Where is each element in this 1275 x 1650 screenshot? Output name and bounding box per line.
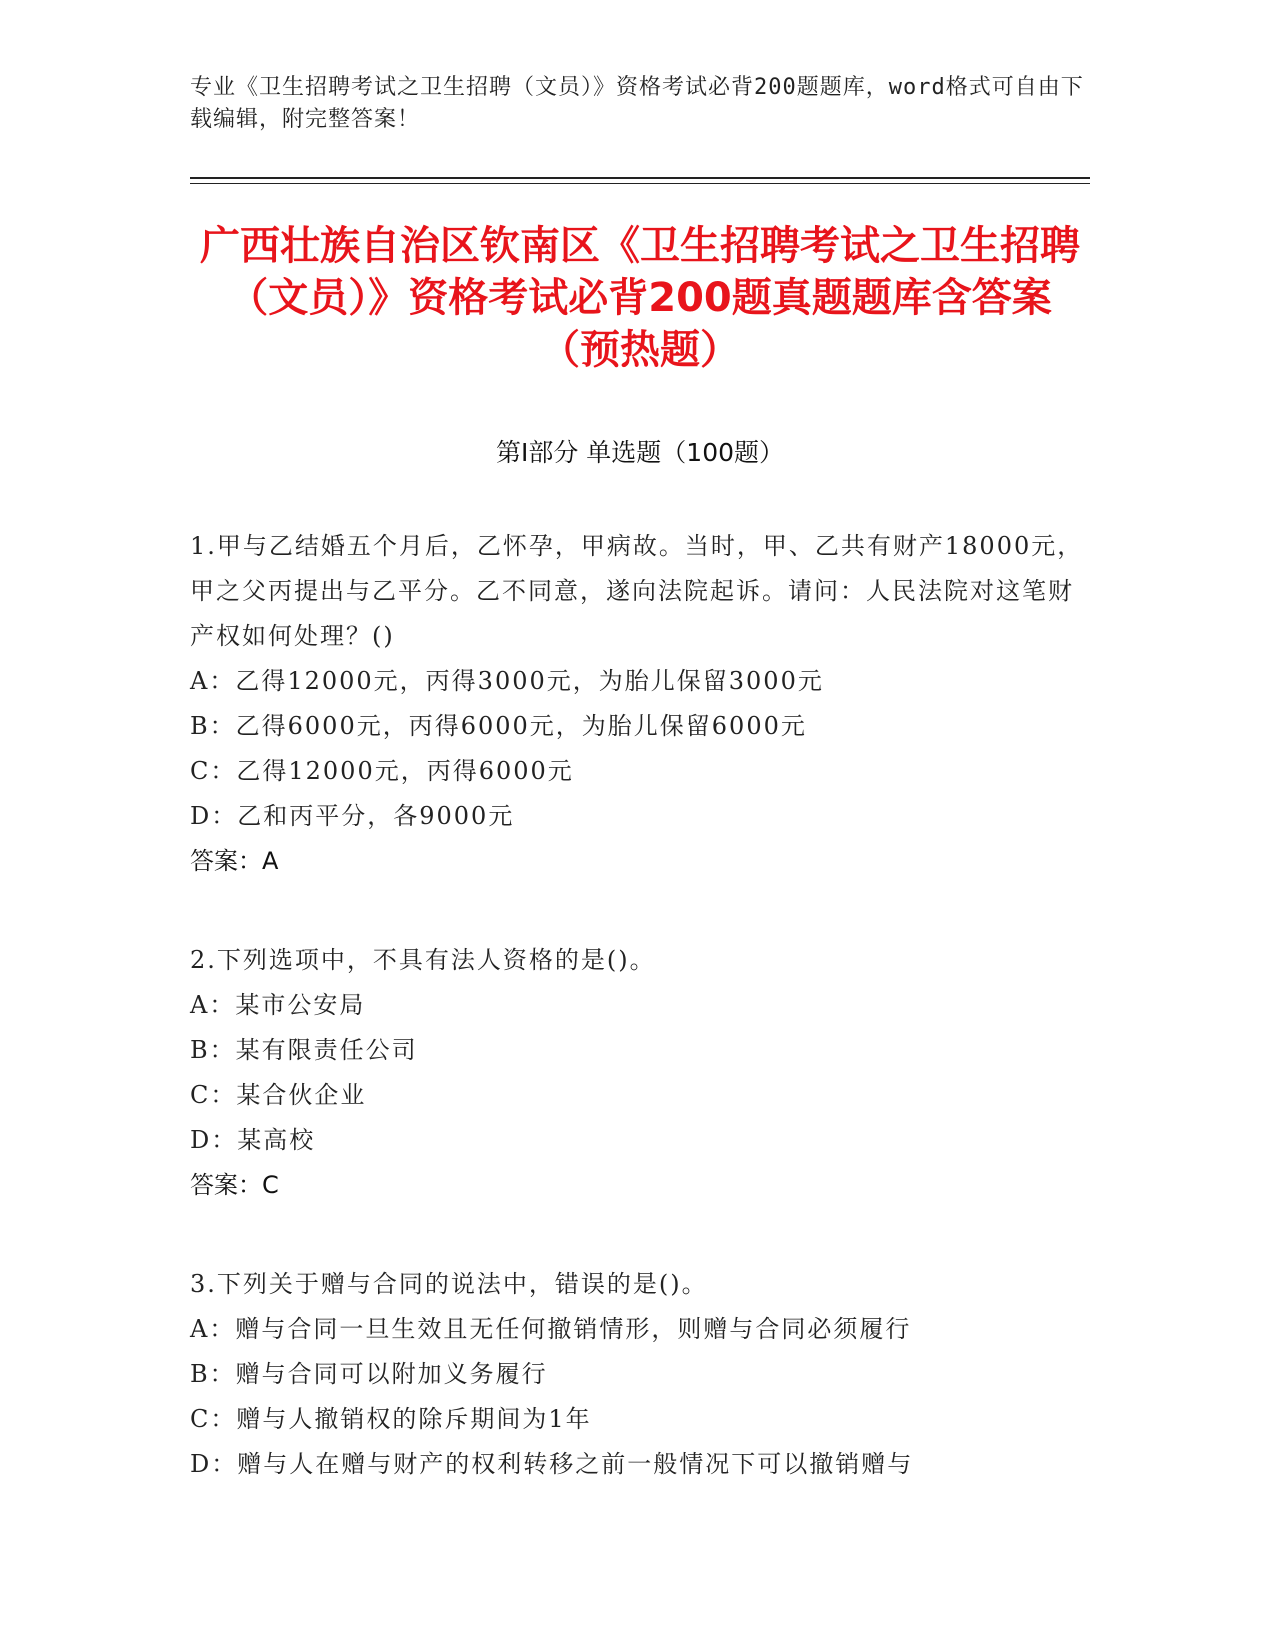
question-1 xyxy=(190,524,1090,884)
question-2 xyxy=(190,938,1090,1208)
answer: 答案：A xyxy=(190,847,279,875)
option-c: C：乙得12000元，丙得6000元 xyxy=(190,757,574,785)
option-a: A：某市公安局 xyxy=(190,991,366,1019)
option-d: D：某高校 xyxy=(190,1126,316,1154)
option-b: B：赠与合同可以附加义务履行 xyxy=(190,1360,548,1388)
option-c: C：赠与人撤销权的除斥期间为1年 xyxy=(190,1405,592,1433)
option-b: B：某有限责任公司 xyxy=(190,1036,418,1064)
option-d: D：赠与人在赠与财产的权利转移之前一般情况下可以撤销赠与 xyxy=(190,1450,914,1478)
question-stem: 1.甲与乙结婚五个月后，乙怀孕，甲病故。当时，甲、乙共有财产18000元，甲之父丙提出与乙平分。乙不同意，遂向法院起诉。请问：人民法院对这笔财产权如何处理？() xyxy=(190,532,1084,650)
question-stem: 2.下列选项中，不具有法人资格的是()。 xyxy=(190,946,656,974)
option-b: B：乙得6000元，丙得6000元，为胎儿保留6000元 xyxy=(190,712,807,740)
option-a: A：乙得12000元，丙得3000元，为胎儿保留3000元 xyxy=(190,667,824,695)
header-rule-thick xyxy=(190,177,1090,179)
answer: 答案：C xyxy=(190,1171,279,1199)
option-a: A：赠与合同一旦生效且无任何撤销情形，则赠与合同必须履行 xyxy=(190,1315,912,1343)
section-title: 第Ⅰ部分 单选题（100题） xyxy=(495,438,785,467)
header-note: 专业《卫生招聘考试之卫生招聘（文员）》资格考试必背200题题库，word格式可自由下载编辑，附完整答案！ xyxy=(190,75,1084,132)
option-d: D：乙和丙平分，各9000元 xyxy=(190,802,515,830)
option-c: C：某合伙企业 xyxy=(190,1081,367,1109)
header-rule-thin xyxy=(190,183,1090,184)
question-3 xyxy=(190,1262,1090,1487)
question-stem: 3.下列关于赠与合同的说法中，错误的是()。 xyxy=(190,1270,708,1298)
question-list xyxy=(190,524,1090,1541)
document-title: 广西壮族自治区钦南区《卫生招聘考试之卫生招聘（文员）》资格考试必背200题真题题库含答案（预热题） xyxy=(200,223,1080,373)
